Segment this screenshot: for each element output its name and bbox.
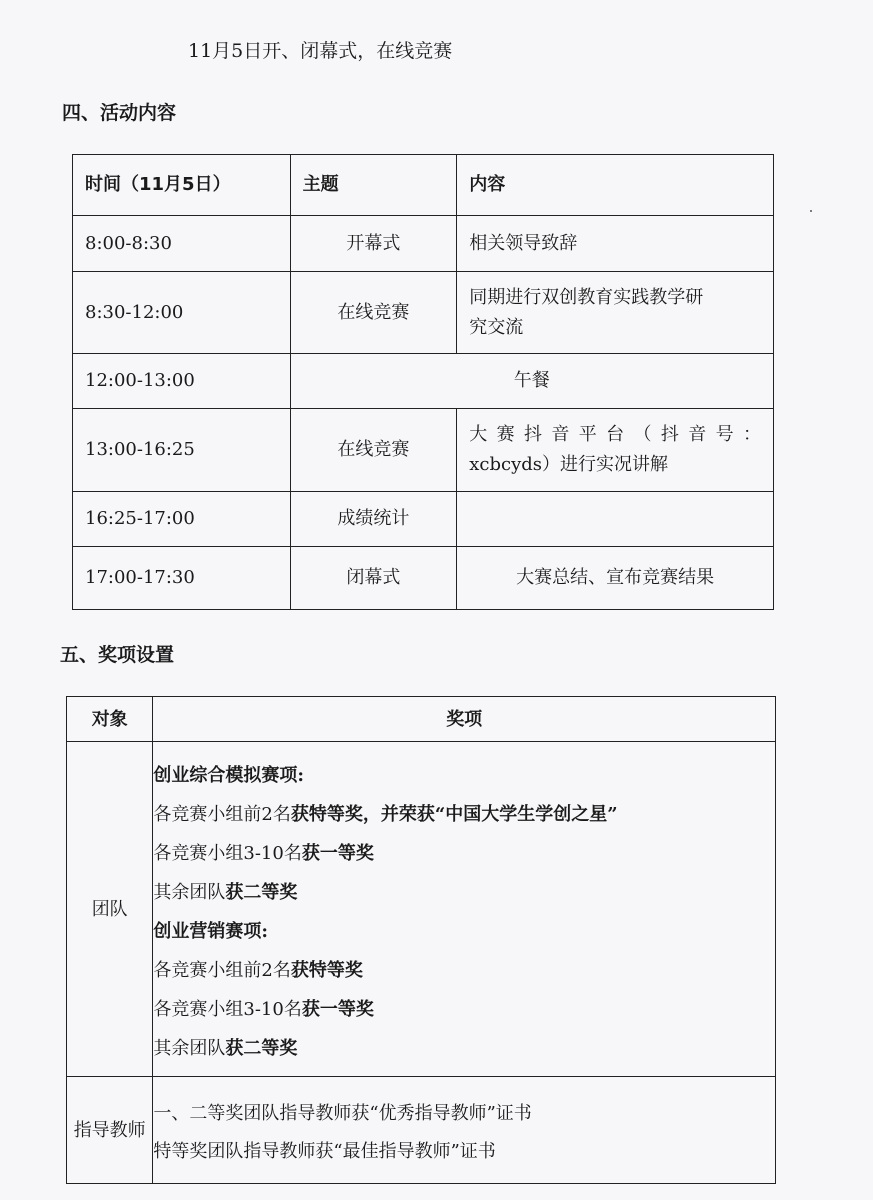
- team-row: [67, 742, 776, 1077]
- header-target: 对象: [67, 697, 153, 742]
- theme-cell: 开幕式: [290, 216, 457, 272]
- char: 号: [715, 424, 734, 445]
- teacher-awards: [153, 1077, 776, 1184]
- content-line: 究交流: [469, 316, 524, 338]
- teacher-row: [67, 1077, 776, 1184]
- award-line: [153, 756, 775, 795]
- time-cell: 17:00-17:30: [73, 547, 291, 610]
- table-row: [73, 492, 774, 547]
- time-cell: 8:00-8:30: [73, 216, 291, 272]
- awards-table: [66, 696, 776, 1184]
- award-line: [153, 873, 775, 912]
- award-line: [153, 951, 775, 990]
- table-row: [73, 409, 774, 492]
- content-line: xcbcyds）进行实况讲解: [469, 454, 669, 475]
- award-line-bold: 获二等奖: [225, 882, 298, 903]
- award-line-bold: 创业综合模拟赛项:: [153, 765, 305, 786]
- char: ：: [743, 424, 761, 445]
- char: 平: [578, 424, 597, 445]
- schedule-header-row: [73, 155, 774, 216]
- header-theme: 主题: [290, 155, 457, 216]
- award-line-bold: 创业营销赛项:: [153, 921, 269, 942]
- content-cell: [457, 409, 774, 492]
- award-line: [153, 990, 775, 1029]
- time-cell: 13:00-16:25: [73, 409, 291, 492]
- award-line-bold: 获一等奖: [301, 843, 374, 864]
- header-time: 时间（11月5日）: [73, 155, 291, 216]
- award-line-bold: 获特等奖，并荣获“中国大学生学创之星”: [290, 804, 618, 825]
- scan-speck: [810, 210, 812, 212]
- table-row: [73, 354, 774, 409]
- award-line: [153, 834, 775, 873]
- header-content: 内容: [457, 155, 774, 216]
- time-cell: 12:00-13:00: [73, 354, 291, 409]
- table-row: [73, 272, 774, 354]
- award-line: [153, 1029, 775, 1068]
- char: 大: [469, 424, 488, 445]
- char: 抖: [660, 424, 679, 445]
- content-cell: [457, 492, 774, 547]
- char: 抖: [524, 424, 542, 445]
- content-line-justified: [469, 420, 761, 450]
- section-four-heading: 四、活动内容: [62, 102, 177, 124]
- award-line: [153, 795, 775, 834]
- theme-cell: 闭幕式: [290, 547, 457, 610]
- table-row: [73, 216, 774, 272]
- header-award: 奖项: [153, 697, 776, 742]
- award-line: 一、二等奖团队指导教师获“优秀指导教师”证书: [153, 1103, 532, 1124]
- award-line-pre: 各竞赛小组3-10名: [153, 999, 302, 1020]
- awards-header-row: [67, 697, 776, 742]
- award-line-pre: 其余团队: [153, 1038, 226, 1059]
- char: （: [633, 424, 652, 445]
- theme-cell: 在线竞赛: [290, 272, 457, 354]
- award-line-pre: 各竞赛小组前2名: [153, 804, 291, 825]
- content-cell: 大赛总结、宣布竞赛结果: [457, 547, 774, 610]
- char: 台: [606, 424, 625, 445]
- section-five-heading: 五、奖项设置: [60, 644, 175, 666]
- char: 音: [551, 424, 570, 445]
- theme-cell: 成绩统计: [290, 492, 457, 547]
- award-line: 特等奖团队指导教师获“最佳指导教师”证书: [153, 1141, 496, 1162]
- theme-cell: 在线竞赛: [290, 409, 457, 492]
- time-cell: 16:25-17:00: [73, 492, 291, 547]
- award-line: [153, 912, 775, 951]
- lunch-cell: 午餐: [290, 354, 773, 409]
- intro-line: 11月5日开、闭幕式，在线竞赛: [188, 40, 453, 62]
- content-cell: 相关领导致辞: [457, 216, 774, 272]
- schedule-table: [72, 154, 774, 610]
- char: 赛: [496, 424, 515, 445]
- time-cell: 8:30-12:00: [73, 272, 291, 354]
- award-line-bold: 获二等奖: [225, 1038, 298, 1059]
- award-line-bold: 获特等奖: [290, 960, 363, 981]
- teacher-label: 指导教师: [67, 1077, 153, 1184]
- team-awards: [153, 742, 776, 1077]
- award-line-bold: 获一等奖: [301, 999, 374, 1020]
- content-line: 同期进行双创教育实践教学研: [469, 286, 704, 308]
- award-line-pre: 各竞赛小组前2名: [153, 960, 291, 981]
- award-line-pre: 各竞赛小组3-10名: [153, 843, 302, 864]
- content-cell: [457, 272, 774, 354]
- award-line-pre: 其余团队: [153, 882, 226, 903]
- char: 音: [688, 424, 707, 445]
- table-row: [73, 547, 774, 610]
- team-label: 团队: [67, 742, 153, 1077]
